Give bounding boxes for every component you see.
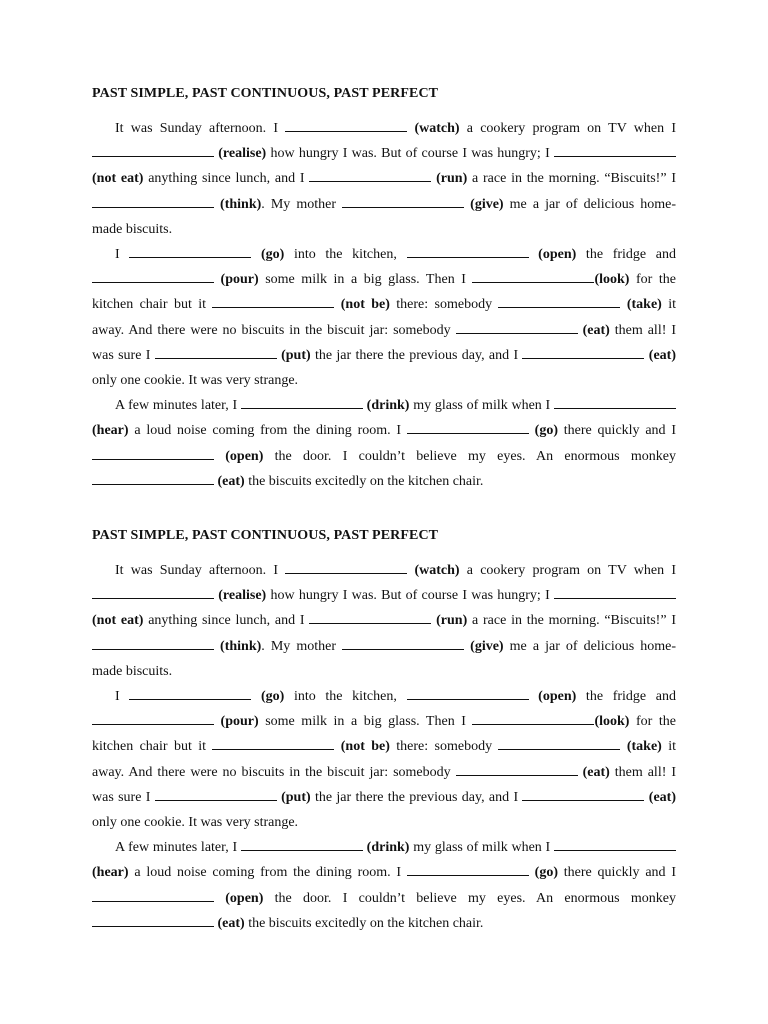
answer-blank[interactable]	[92, 144, 214, 157]
sentence-text: a race in the morning. “Biscuits!” I	[467, 171, 676, 187]
answer-blank[interactable]	[554, 396, 676, 409]
sentence-text: the jar there the previous day, and I	[310, 347, 523, 363]
answer-blank[interactable]	[92, 586, 214, 599]
answer-blank[interactable]	[241, 838, 363, 851]
sentence-text: It was Sunday afternoon. I	[115, 563, 286, 578]
sentence-text: I	[115, 247, 130, 263]
verb-hint: (take)	[620, 739, 662, 755]
verb-hint: (give)	[464, 196, 504, 212]
worksheet-title: PAST SIMPLE, PAST CONTINUOUS, PAST PERFECT	[92, 86, 439, 101]
answer-blank[interactable]	[309, 611, 431, 624]
paragraph	[92, 242, 676, 393]
sentence-text: a race in the morning. “Biscuits!” I	[467, 613, 676, 629]
verb-hint: (put)	[276, 347, 311, 363]
answer-blank[interactable]	[92, 270, 214, 283]
verb-hint: (open)	[214, 448, 264, 464]
sentence-text: my glass of milk when I	[409, 840, 554, 856]
verb-hint: (eat)	[644, 347, 676, 363]
answer-blank[interactable]	[407, 863, 529, 876]
verb-hint: (eat)	[577, 322, 610, 338]
paragraph	[92, 393, 676, 494]
answer-blank[interactable]	[407, 245, 529, 258]
answer-blank[interactable]	[309, 169, 431, 182]
answer-blank[interactable]	[522, 346, 644, 359]
sentence-text: I	[115, 689, 130, 705]
answer-blank[interactable]	[129, 687, 251, 700]
verb-hint: (drink)	[362, 398, 410, 414]
verb-hint: (watch)	[407, 563, 460, 578]
answer-blank[interactable]	[407, 421, 529, 434]
worksheet-2	[92, 526, 676, 936]
answer-blank[interactable]	[92, 712, 214, 725]
verb-hint: (run)	[431, 613, 468, 629]
sentence-text: only one cookie. It was very strange.	[92, 815, 299, 831]
sentence-text: me a jar of delicious home-made biscuits.	[92, 638, 677, 679]
sentence-text: a cookery program on TV when I	[459, 121, 676, 136]
sentence-text: anything since lunch, and I	[143, 613, 310, 629]
answer-blank[interactable]	[212, 295, 334, 308]
sentence-text: for the kitchen chair but it	[92, 272, 676, 313]
verb-hint: (go)	[528, 423, 558, 439]
sentence-text: It was Sunday afternoon. I	[115, 121, 286, 136]
answer-blank[interactable]	[407, 687, 529, 700]
verb-hint: (run)	[431, 171, 468, 187]
answer-blank[interactable]	[342, 195, 464, 208]
sentence-text: them all! I was sure I	[92, 322, 676, 363]
paragraph	[92, 684, 676, 835]
sentence-text: it away. And there were no biscuits in the biscuit jar: somebody	[92, 739, 677, 780]
answer-blank[interactable]	[155, 788, 277, 801]
verb-hint: (drink)	[362, 840, 410, 856]
verb-hint: (open)	[214, 890, 264, 906]
answer-blank[interactable]	[92, 914, 214, 927]
answer-blank[interactable]	[155, 346, 277, 359]
answer-blank[interactable]	[285, 561, 407, 574]
answer-blank[interactable]	[92, 472, 214, 485]
verb-hint: (open)	[528, 689, 577, 705]
worksheet-1	[92, 84, 676, 494]
paragraph	[92, 116, 676, 242]
verb-hint: (eat)	[214, 915, 245, 931]
verb-hint: (pour)	[214, 272, 259, 288]
verb-hint: (think)	[214, 196, 262, 212]
sentence-text: it away. And there were no biscuits in the biscuit jar: somebody	[92, 297, 677, 338]
sentence-text: a cookery program on TV when I	[459, 563, 676, 578]
answer-blank[interactable]	[554, 144, 676, 157]
sentence-text: the fridge and	[576, 247, 676, 263]
answer-blank[interactable]	[554, 586, 676, 599]
verb-hint: (hear)	[92, 423, 129, 439]
verb-hint: (not be)	[334, 739, 390, 755]
verb-hint: (eat)	[577, 764, 610, 780]
answer-blank[interactable]	[456, 321, 578, 334]
sentence-text: there: somebody	[389, 739, 499, 755]
verb-hint: (give)	[464, 638, 504, 654]
sentence-text: A few minutes later, I	[115, 840, 241, 856]
sentence-text: . My mother	[261, 196, 343, 212]
verb-hint: (take)	[620, 297, 662, 313]
sentence-text: how hungry I was. But of course I was hungry; I	[266, 588, 554, 604]
verb-hint: (eat)	[214, 473, 245, 489]
sentence-text: into the kitchen,	[284, 689, 407, 705]
sentence-text: there quickly and I	[558, 865, 676, 881]
answer-blank[interactable]	[285, 119, 407, 132]
verb-hint: (put)	[276, 789, 311, 805]
answer-blank[interactable]	[241, 396, 363, 409]
answer-blank[interactable]	[212, 737, 334, 750]
answer-blank[interactable]	[472, 712, 594, 725]
answer-blank[interactable]	[472, 270, 594, 283]
answer-blank[interactable]	[456, 763, 578, 776]
answer-blank[interactable]	[498, 737, 620, 750]
sentence-text: A few minutes later, I	[115, 398, 241, 414]
paragraph	[92, 835, 676, 936]
sentence-text: the biscuits excitedly on the kitchen chair.	[244, 915, 484, 931]
answer-blank[interactable]	[92, 637, 214, 650]
answer-blank[interactable]	[92, 889, 214, 902]
sentence-text: anything since lunch, and I	[143, 171, 310, 187]
sentence-text: a loud noise coming from the dining room. I	[128, 423, 407, 439]
sentence-text: there quickly and I	[558, 423, 676, 439]
sentence-text: . My mother	[261, 638, 343, 654]
sentence-text: only one cookie. It was very strange.	[92, 373, 299, 389]
answer-blank[interactable]	[92, 195, 214, 208]
sentence-text: my glass of milk when I	[409, 398, 554, 414]
sentence-text: how hungry I was. But of course I was hungry; I	[266, 146, 554, 162]
answer-blank[interactable]	[522, 788, 644, 801]
sentence-text: the door. I couldn’t believe my eyes. An enormous monkey	[263, 448, 676, 464]
worksheet-title: PAST SIMPLE, PAST CONTINUOUS, PAST PERFECT	[92, 528, 439, 543]
paragraph	[92, 558, 676, 684]
verb-hint: (not eat)	[92, 171, 144, 187]
verb-hint: (hear)	[92, 865, 129, 881]
sentence-text: into the kitchen,	[284, 247, 407, 263]
verb-hint: (open)	[528, 247, 577, 263]
sentence-text: some milk in a big glass. Then I	[258, 714, 473, 730]
sentence-text: there: somebody	[389, 297, 499, 313]
answer-blank[interactable]	[129, 245, 251, 258]
verb-hint: (not eat)	[92, 613, 144, 629]
sentence-text: the door. I couldn’t believe my eyes. An enormous monkey	[263, 890, 676, 906]
verb-hint: (not be)	[334, 297, 390, 313]
verb-hint: (go)	[528, 865, 558, 881]
verb-hint: (pour)	[214, 714, 259, 730]
answer-blank[interactable]	[342, 637, 464, 650]
verb-hint: (look)	[594, 272, 630, 288]
verb-hint: (watch)	[407, 121, 460, 136]
answer-blank[interactable]	[554, 838, 676, 851]
verb-hint: (look)	[594, 714, 630, 730]
sentence-text: me a jar of delicious home-made biscuits.	[92, 196, 677, 237]
sentence-text: a loud noise coming from the dining room. I	[128, 865, 407, 881]
sentence-text: the biscuits excitedly on the kitchen chair.	[244, 473, 484, 489]
verb-hint: (go)	[251, 247, 285, 263]
answer-blank[interactable]	[498, 295, 620, 308]
verb-hint: (go)	[251, 689, 285, 705]
sentence-text: them all! I was sure I	[92, 764, 676, 805]
sentence-text: some milk in a big glass. Then I	[258, 272, 473, 288]
sentence-text: for the kitchen chair but it	[92, 714, 676, 755]
verb-hint: (realise)	[214, 588, 267, 604]
verb-hint: (realise)	[214, 146, 267, 162]
verb-hint: (think)	[214, 638, 262, 654]
sentence-text: the jar there the previous day, and I	[310, 789, 523, 805]
sentence-text: the fridge and	[576, 689, 676, 705]
verb-hint: (eat)	[644, 789, 676, 805]
answer-blank[interactable]	[92, 447, 214, 460]
